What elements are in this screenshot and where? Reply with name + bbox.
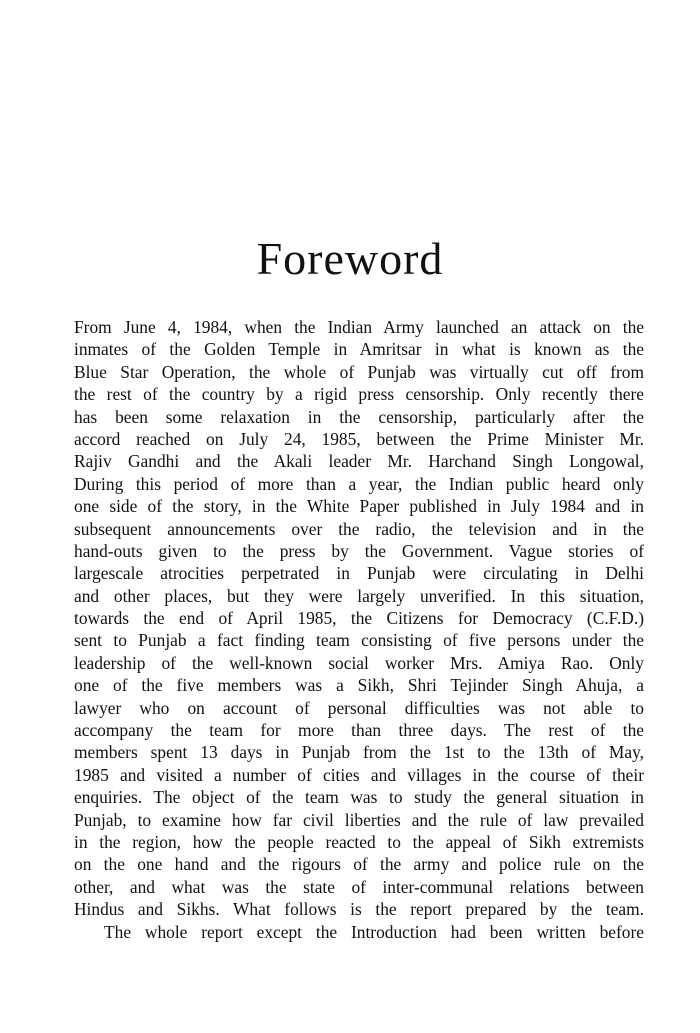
foreword-body bbox=[74, 316, 644, 943]
text-line: other, and what was the state of inter-communal relations between bbox=[74, 876, 644, 897]
text-line: towards the end of April 1985, the Citizens for Democracy (C.F.D.) bbox=[74, 608, 644, 629]
text-line: on the one hand and the rigours of the army and police rule on the bbox=[74, 854, 644, 875]
text-line: hand-outs given to the press by the Government. Vague stories of bbox=[74, 540, 644, 561]
text-line: subsequent announcements over the radio, the television and in the bbox=[74, 518, 644, 539]
text-line: Punjab, to examine how far civil liberties and the rule of law prevailed bbox=[74, 809, 644, 830]
text-line: 1985 and visited a number of cities and villages in the course of their bbox=[74, 764, 644, 785]
text-line: members spent 13 days in Punjab from the 1st to the 13th of May, bbox=[74, 742, 644, 763]
text-line: accord reached on July 24, 1985, between the Prime Minister Mr. bbox=[74, 428, 644, 449]
text-line: During this period of more than a year, the Indian public heard only bbox=[74, 473, 644, 494]
text-line: lawyer who on account of personal difficulties was not able to bbox=[74, 697, 644, 718]
text-line-indented: The whole report except the Introduction had been written before bbox=[104, 921, 644, 942]
text-line: Rajiv Gandhi and the Akali leader Mr. Harchand Singh Longowal, bbox=[74, 451, 644, 472]
text-line: Hindus and Sikhs. What follows is the report prepared by the team. bbox=[74, 899, 644, 920]
text-line: sent to Punjab a fact finding team consisting of five persons under the bbox=[74, 630, 644, 651]
page-title: Foreword bbox=[256, 232, 444, 284]
text-line: leadership of the well-known social worker Mrs. Amiya Rao. Only bbox=[74, 652, 644, 673]
text-line: one of the five members was a Sikh, Shri Tejinder Singh Ahuja, a bbox=[74, 675, 644, 696]
text-line: largescale atrocities perpetrated in Punjab were circulating in Delhi bbox=[74, 563, 644, 584]
text-line: the rest of the country by a rigid press censorship. Only recently there bbox=[74, 384, 644, 405]
text-line: enquiries. The object of the team was to study the general situation in bbox=[74, 787, 644, 808]
text-line: and other places, but they were largely unverified. In this situation, bbox=[74, 585, 644, 606]
text-line: accompany the team for more than three days. The rest of the bbox=[74, 720, 644, 741]
text-line: has been some relaxation in the censorship, particularly after the bbox=[74, 406, 644, 427]
text-line: From June 4, 1984, when the Indian Army launched an attack on the bbox=[74, 317, 644, 337]
text-line: one side of the story, in the White Paper published in July 1984 and in bbox=[74, 496, 644, 517]
text-line: in the region, how the people reacted to the appeal of Sikh extremists bbox=[74, 831, 644, 852]
text-line: inmates of the Golden Temple in Amritsar in what is known as the bbox=[74, 339, 644, 360]
text-line: Blue Star Operation, the whole of Punjab was virtually cut off from bbox=[74, 361, 644, 382]
